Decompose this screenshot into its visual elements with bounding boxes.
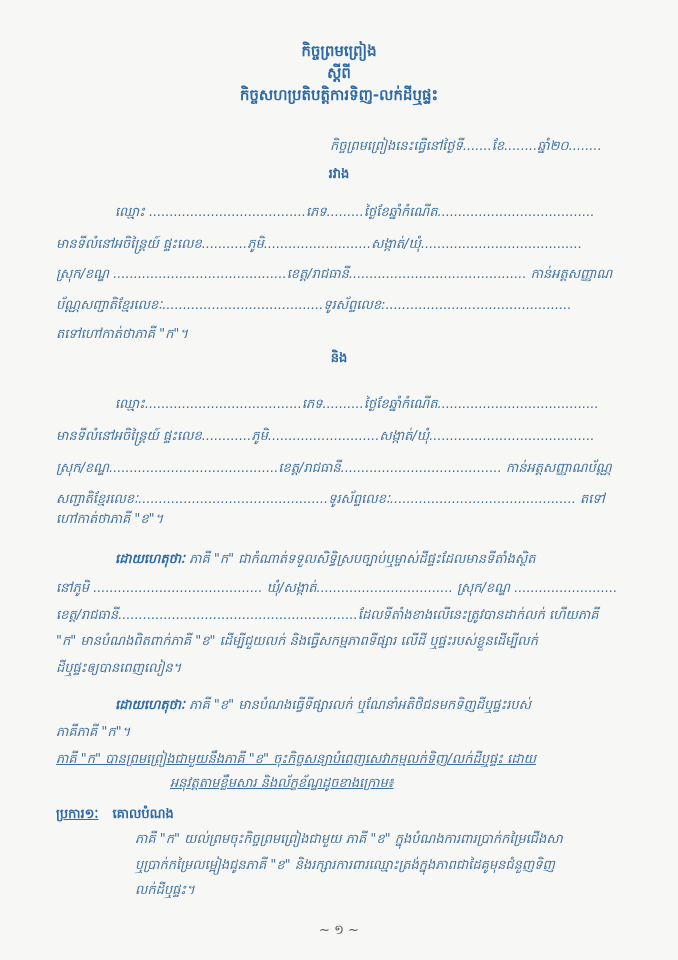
article1-line2: ឬប្រាក់កម្រៃលម្អៀងជូនភាគី "ខ" និងរក្សារការពារឈ្មោះត្រង់ក្នុងភាពជាដៃគូមុនជំនួញទិញ <box>135 858 555 873</box>
party-b-line1: ឈ្មោះ......................................ភេទ..........ថ្ងៃខែឆ្នាំកំណើត....................................... <box>115 397 599 412</box>
page-number: ~ ១ ~ <box>319 923 359 938</box>
party-a-line3: ស្រុក/ខណ្ឌ ..........................................ខេត្ត/រាជធានី........................................... កាន់អត្តសញ្ញាណ <box>56 267 613 282</box>
party-a-line2: មានទីលំនៅអចិន្ត្រៃយ៍ ផ្ទះលេខ...........ភូមិ..........................សង្កាត់/ឃុំ....................................... <box>56 237 583 252</box>
whereas2-row <box>115 697 531 715</box>
whereas1-line3: ខេត្ត/រាជធានី..........................................................ដែលទីតាំងខាងលើនេះត្រូវបានដាក់លក់ ហើយភាគី <box>56 608 599 623</box>
party-b-line3: ស្រុក/ខណ្ឌ.........................................ខេត្ត/រាជធានី....................................... កាន់អត្តសញ្ញាណប័ណ្ណ <box>56 461 612 476</box>
whereas1-line4: "ក" មានបំណងពិតពាក់ភាគី "ខ" ដើម្បីជួយលក់ និងធ្វើសកម្មភាពទីផ្សារ លើដី ឬផ្ទះរបស់ខ្លួនដើម្បីលក់ <box>56 634 538 649</box>
party-a-line4: ប័ណ្ណសញ្ជាតិខ្មែរលេខៈ.......................................ទូរស័ព្ទលេខ:............................................. <box>56 298 572 313</box>
whereas1-text: ភាគី "ក" ជាកំណាត់ទទួលសិទ្ធិស្របច្បាប់ឬម្ចាស់ដីផ្ទះដែលមានទីតាំងស្ថិត <box>189 552 536 567</box>
party-a-line5: តទៅហៅកាត់ថាភាគី "ក"។ <box>56 327 188 342</box>
doc-title-2: ស្តីពី <box>327 64 351 82</box>
whereas1-label: ដោយហេតុថាៈ <box>115 552 185 567</box>
party-b-line2: មានទីលំនៅអចិន្ត្រៃយ៍ ផ្ទះលេខ............ភូមិ...........................សង្កាត់/ឃុំ........................................ <box>56 429 595 444</box>
party-b-line4: សញ្ជាតិខ្មែរលេខៈ..............................................ទូរស័ព្ទលេខៈ............................................. តទៅ <box>56 492 605 507</box>
whereas2-line2: ភាគីភាគី "ក"។ <box>56 725 131 740</box>
party-b-heading: និង <box>330 351 348 366</box>
party-b-line5: ហៅកាត់ថាភាគី "ខ"។ <box>56 512 164 527</box>
whereas2-text: ភាគី "ខ" មានបំណងធ្វើទីផ្សារលក់ ឬណែនាំអតិថិជនមកទិញដីឬផ្ទះរបស់ <box>189 698 532 713</box>
whereas2-label: ដោយហេតុថាៈ <box>115 698 185 713</box>
doc-title-1: កិច្ចព្រមព្រៀង <box>301 42 377 60</box>
whereas1-line5: ដីឬផ្ទះឲ្យបានពេញលៀន។ <box>56 661 182 676</box>
party-a-heading: រវាង <box>328 167 350 182</box>
whereas1-line2: នៅភូមិ ......................................... ឃុំ/សង្កាត់................................. ស្រុក/ខណ្ឌ ......................... <box>56 581 618 596</box>
party-a-line1: ឈ្មោះ ......................................ភេទ.........ថ្ងៃខែឆ្នាំកំណើត...................................... <box>115 205 595 220</box>
article1-heading <box>56 806 174 824</box>
agreement-line1: ភាគី "ក" បានព្រមព្រៀងជាមួយនឹងភាគី "ខ" ចុះកិច្ចសន្យាបំពេញសេវាកម្មលក់ទិញ/លក់ដីឬផ្ទះ ដោយ <box>56 752 537 767</box>
doc-title-3: កិច្ចសហប្រតិបត្តិការទិញ-លក់ដីឬផ្ទះ <box>239 86 439 104</box>
date-line: កិច្ចព្រមព្រៀងនេះធ្វើនៅថ្ងៃទី.......ខែ........ឆ្នាំ២០........ <box>330 139 602 154</box>
article1-title: គោលបំណង <box>112 807 174 822</box>
article1-label: ប្រការ១ៈ <box>56 807 99 822</box>
article1-line3: លក់ដីឬផ្ទះ។ <box>135 883 195 898</box>
article1-line1: ភាគី "ក" យល់ព្រមចុះកិច្ចព្រមព្រៀងជាមួយ ភាគី "ខ" ក្នុងបំណងការពារប្រាក់កម្រៃជើងសា <box>135 832 563 847</box>
agreement-line2: អនុវត្តតាមខ្លឹមសារ និងល័ក្ខខ័ណ្ឌដូចខាងក្រោម៖ <box>170 776 394 791</box>
whereas1-row <box>115 551 536 569</box>
